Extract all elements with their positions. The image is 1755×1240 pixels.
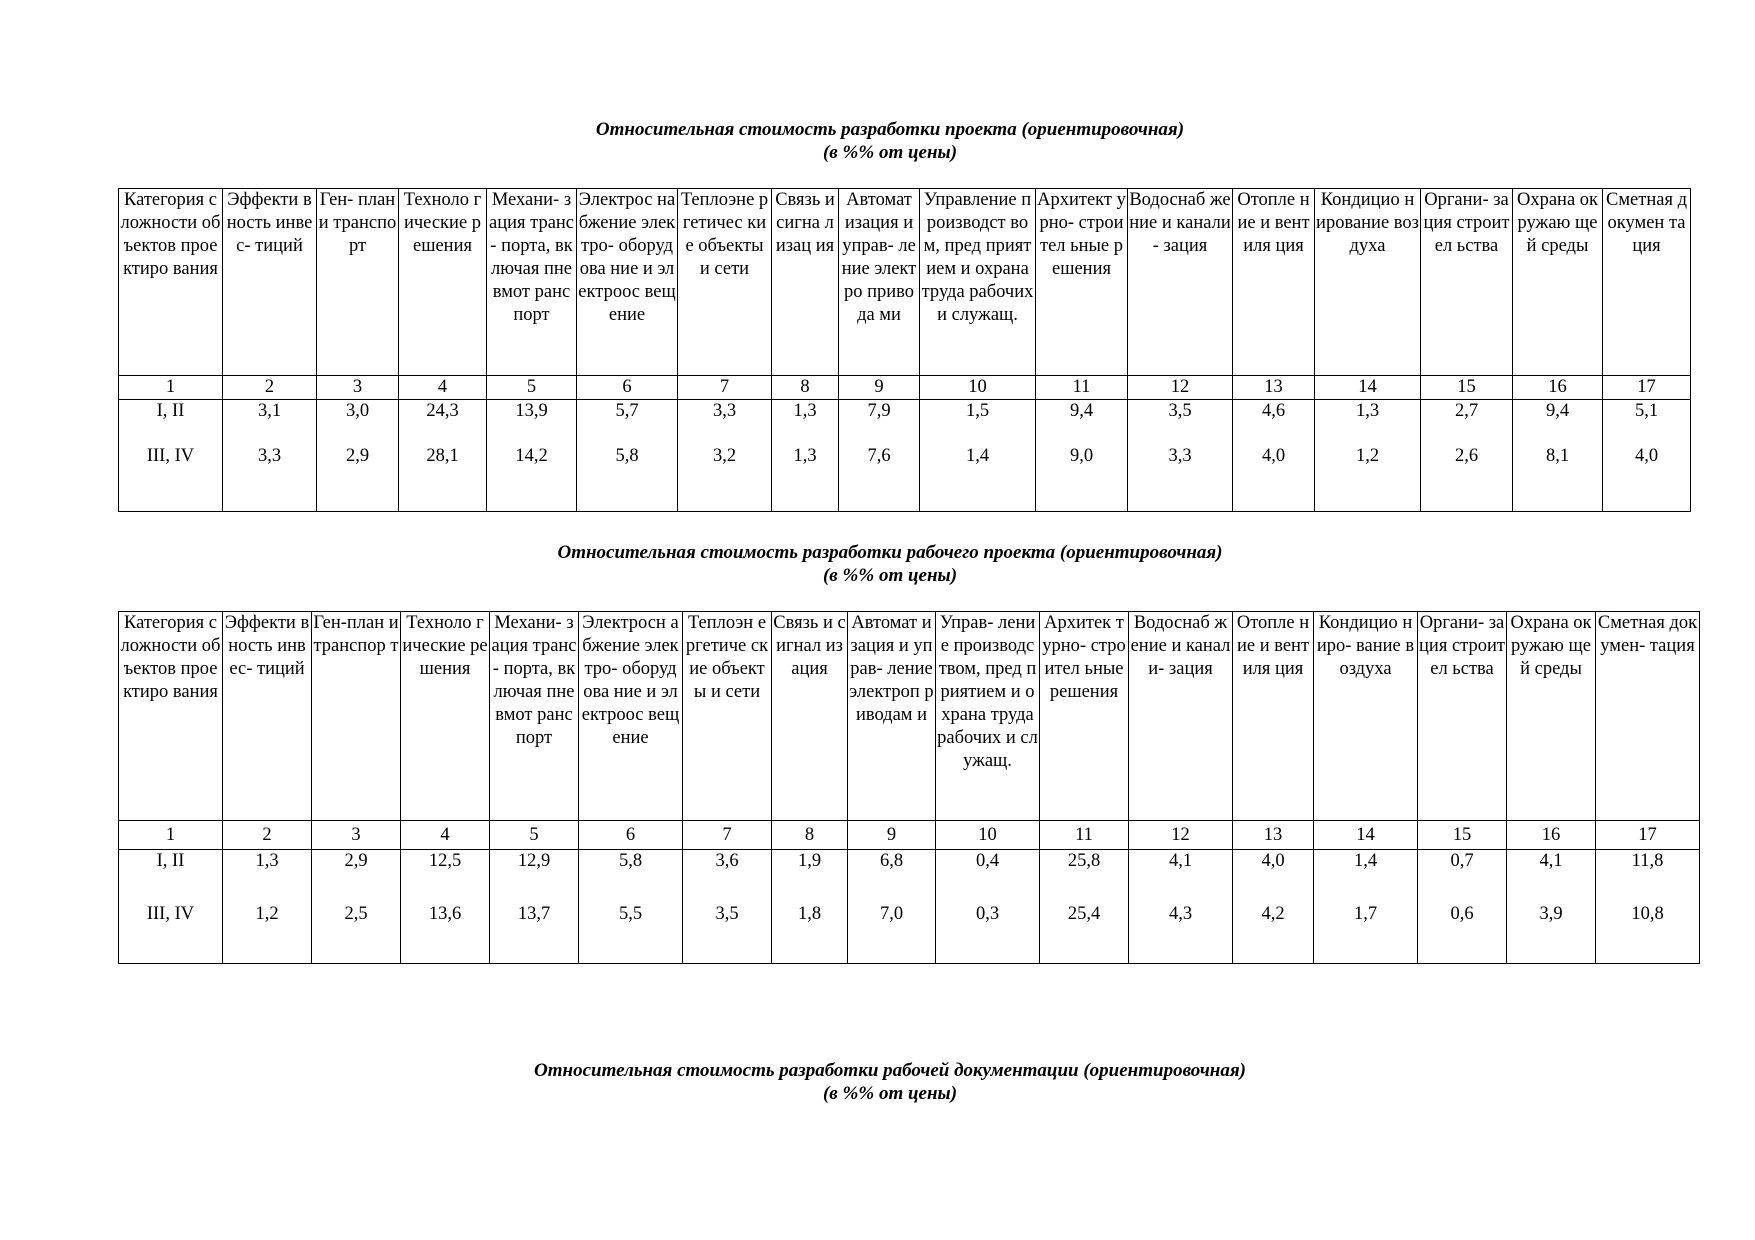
header-cell-1: Категория сложности объектов проектиро вания bbox=[119, 612, 223, 821]
category-label: III, IV bbox=[146, 904, 195, 924]
value: 5,5 bbox=[618, 904, 643, 924]
value-cell-2 bbox=[223, 850, 312, 964]
value: 1,2 bbox=[1355, 446, 1380, 466]
header-cell-11: Архитек турно- строител ьные решения bbox=[1040, 612, 1129, 821]
value-cell-2 bbox=[223, 400, 317, 512]
header-cell-12: Водоснаб жение и канали- зация bbox=[1128, 189, 1233, 376]
value-cell-6 bbox=[577, 400, 678, 512]
value: 3,3 bbox=[1168, 446, 1192, 466]
header-cell-5: Механи- зация транс- порта, включая пневмот ранспорт bbox=[487, 189, 577, 376]
header-cell-2: Эффекти вность инвес- тиций bbox=[223, 612, 312, 821]
value-cell-11 bbox=[1040, 850, 1129, 964]
section-1-title-line-1: Относительная стоимость разработки проекта (ориентировочная) bbox=[595, 119, 1185, 140]
category-label: I, II bbox=[156, 401, 185, 421]
value-cell-16 bbox=[1513, 400, 1603, 512]
section-2-title-line-1: Относительная стоимость разработки рабочего проекта (ориентировочная) bbox=[557, 542, 1223, 563]
header-cell-10: Управление производст вом, пред приятием и охрана труда рабочих и служащ. bbox=[920, 189, 1036, 376]
value-cell-17 bbox=[1603, 400, 1691, 512]
column-number-cell: 11 bbox=[1040, 821, 1129, 850]
value: 25,4 bbox=[1067, 904, 1101, 924]
header-row bbox=[119, 189, 1691, 376]
value: 12,9 bbox=[517, 851, 551, 871]
value: 1,3 bbox=[793, 446, 817, 466]
header-cell-8: Связь и сигнал изация bbox=[772, 612, 848, 821]
value-cell-7 bbox=[678, 400, 772, 512]
column-number-cell: 9 bbox=[848, 821, 936, 850]
value-cell-17 bbox=[1596, 850, 1700, 964]
header-cell-6: Электрос набжение электро- оборудова ние и электроос вещение bbox=[577, 189, 678, 376]
column-number-cell: 11 bbox=[1036, 376, 1128, 400]
section-2-title bbox=[0, 541, 1755, 587]
value: 1,7 bbox=[1353, 904, 1378, 924]
column-number-cell: 5 bbox=[487, 376, 577, 400]
value: 4,2 bbox=[1261, 904, 1285, 924]
column-number-cell: 9 bbox=[839, 376, 920, 400]
header-cell-16: Охрана окружаю щей среды bbox=[1507, 612, 1596, 821]
category-cell bbox=[119, 400, 223, 512]
header-cell-6: Электросн абжение электро- оборудова ние и электроос вещение bbox=[579, 612, 683, 821]
value: 7,6 bbox=[867, 446, 891, 466]
value-cell-15 bbox=[1421, 400, 1513, 512]
value: 4,1 bbox=[1539, 851, 1563, 871]
value-cell-6 bbox=[579, 850, 683, 964]
column-number-cell: 8 bbox=[772, 376, 839, 400]
value: 3,3 bbox=[257, 446, 282, 466]
value: 2,7 bbox=[1454, 401, 1479, 421]
column-number-cell: 2 bbox=[223, 821, 312, 850]
value-cell-7 bbox=[683, 850, 772, 964]
value-cell-5 bbox=[490, 850, 579, 964]
value: 12,5 bbox=[428, 851, 462, 871]
header-cell-9: Автомат изация и управ- ление электроп риводам и bbox=[848, 612, 936, 821]
header-cell-12: Водоснаб жение и канали- зация bbox=[1129, 612, 1233, 821]
column-number-row bbox=[119, 821, 1700, 850]
column-number-cell: 5 bbox=[490, 821, 579, 850]
column-number-cell: 16 bbox=[1507, 821, 1596, 850]
value: 1,3 bbox=[793, 401, 817, 421]
value: 11,8 bbox=[1631, 851, 1664, 871]
column-number-cell: 15 bbox=[1421, 376, 1513, 400]
value: 1,8 bbox=[797, 904, 822, 924]
section-1-cost-table bbox=[118, 188, 1691, 512]
value-cell-3 bbox=[312, 850, 401, 964]
value-cell-14 bbox=[1314, 850, 1418, 964]
header-cell-3: Ген-план и транспор т bbox=[312, 612, 401, 821]
value: 0,6 bbox=[1450, 904, 1474, 924]
data-row bbox=[119, 400, 1691, 512]
data-row bbox=[119, 850, 1700, 964]
value: 2,5 bbox=[344, 904, 368, 924]
column-number-cell: 2 bbox=[223, 376, 317, 400]
value: 0,7 bbox=[1450, 851, 1474, 871]
value: 1,9 bbox=[797, 851, 822, 871]
value-cell-16 bbox=[1507, 850, 1596, 964]
value-cell-15 bbox=[1418, 850, 1507, 964]
section-3-title-line-1: Относительная стоимость разработки рабочей документации (ориентировочная) bbox=[534, 1060, 1246, 1081]
value: 4,3 bbox=[1168, 904, 1193, 924]
value: 25,8 bbox=[1067, 851, 1101, 871]
header-cell-10: Управ- ление производс твом, пред приятием и охрана труда рабочих и служащ. bbox=[936, 612, 1040, 821]
value-cell-13 bbox=[1233, 400, 1315, 512]
section-3-title-line-2: (в %% от цены) bbox=[822, 1083, 958, 1104]
value: 10,8 bbox=[1631, 904, 1664, 924]
column-number-cell: 13 bbox=[1233, 821, 1314, 850]
section-2-title-line-2: (в %% от цены) bbox=[822, 565, 958, 586]
value-cell-12 bbox=[1128, 400, 1233, 512]
value: 3,6 bbox=[715, 851, 739, 871]
column-number-cell: 4 bbox=[401, 821, 490, 850]
value: 1,5 bbox=[965, 401, 990, 421]
value-cell-13 bbox=[1233, 850, 1314, 964]
value: 6,8 bbox=[879, 851, 904, 871]
value: 4,0 bbox=[1261, 446, 1286, 466]
value-cell-10 bbox=[936, 850, 1040, 964]
value: 5,8 bbox=[618, 851, 643, 871]
value-cell-4 bbox=[401, 850, 490, 964]
value: 2,9 bbox=[345, 446, 370, 466]
header-cell-17: Сметная докумен- тация bbox=[1596, 612, 1700, 821]
value: 7,9 bbox=[867, 401, 891, 421]
column-number-cell: 10 bbox=[936, 821, 1040, 850]
value: 13,7 bbox=[517, 904, 551, 924]
value: 4,0 bbox=[1634, 446, 1659, 466]
column-number-cell: 6 bbox=[579, 821, 683, 850]
value-cell-11 bbox=[1036, 400, 1128, 512]
value: 5,1 bbox=[1634, 401, 1659, 421]
value-cell-8 bbox=[772, 400, 839, 512]
column-number-cell: 13 bbox=[1233, 376, 1315, 400]
header-cell-3: Ген- план и транспо рт bbox=[317, 189, 399, 376]
value: 2,6 bbox=[1454, 446, 1479, 466]
column-number-cell: 1 bbox=[119, 821, 223, 850]
value: 3,1 bbox=[257, 401, 282, 421]
column-number-cell: 17 bbox=[1596, 821, 1700, 850]
value: 0,4 bbox=[975, 851, 1000, 871]
value: 9,0 bbox=[1069, 446, 1094, 466]
value: 5,8 bbox=[615, 446, 639, 466]
header-cell-14: Кондицио нирование воздуха bbox=[1315, 189, 1421, 376]
value-cell-14 bbox=[1315, 400, 1421, 512]
section-2-cost-table bbox=[118, 611, 1700, 964]
section-3-title bbox=[0, 1059, 1755, 1105]
header-cell-15: Органи- зация строител ьства bbox=[1421, 189, 1513, 376]
category-label: I, II bbox=[156, 851, 185, 871]
column-number-cell: 16 bbox=[1513, 376, 1603, 400]
value: 24,3 bbox=[426, 401, 459, 421]
value-cell-3 bbox=[317, 400, 399, 512]
value: 9,4 bbox=[1069, 401, 1094, 421]
header-cell-1: Категория сложности объектов проектиро вания bbox=[119, 189, 223, 376]
header-cell-4: Техноло гические решения bbox=[399, 189, 487, 376]
column-number-cell: 15 bbox=[1418, 821, 1507, 850]
column-number-cell: 8 bbox=[772, 821, 848, 850]
column-number-cell: 14 bbox=[1314, 821, 1418, 850]
column-number-cell: 3 bbox=[317, 376, 399, 400]
header-cell-15: Органи- зация строител ьства bbox=[1418, 612, 1507, 821]
column-number-cell: 12 bbox=[1129, 821, 1233, 850]
value-cell-12 bbox=[1129, 850, 1233, 964]
column-number-cell: 4 bbox=[399, 376, 487, 400]
header-row bbox=[119, 612, 1700, 821]
header-cell-7: Теплоэне ргетичес кие объекты и сети bbox=[678, 189, 772, 376]
header-cell-2: Эффекти вность инвес- тиций bbox=[223, 189, 317, 376]
value: 1,4 bbox=[1353, 851, 1378, 871]
value: 3,2 bbox=[712, 446, 737, 466]
column-number-cell: 12 bbox=[1128, 376, 1233, 400]
value: 5,7 bbox=[615, 401, 639, 421]
value: 13,9 bbox=[515, 401, 548, 421]
value-cell-9 bbox=[848, 850, 936, 964]
column-number-cell: 7 bbox=[678, 376, 772, 400]
column-number-row bbox=[119, 376, 1691, 400]
column-number-cell: 6 bbox=[577, 376, 678, 400]
value-cell-8 bbox=[772, 850, 848, 964]
value: 4,1 bbox=[1168, 851, 1193, 871]
header-cell-4: Техноло гические решения bbox=[401, 612, 490, 821]
column-number-cell: 1 bbox=[119, 376, 223, 400]
value-cell-10 bbox=[920, 400, 1036, 512]
column-number-cell: 14 bbox=[1315, 376, 1421, 400]
value: 7,0 bbox=[879, 904, 904, 924]
value-cell-5 bbox=[487, 400, 577, 512]
value: 3,3 bbox=[712, 401, 737, 421]
header-cell-16: Охрана окружаю щей среды bbox=[1513, 189, 1603, 376]
header-cell-14: Кондицио ниро- вание воздуха bbox=[1314, 612, 1418, 821]
value: 3,0 bbox=[345, 401, 370, 421]
column-number-cell: 17 bbox=[1603, 376, 1691, 400]
category-cell bbox=[119, 850, 223, 964]
category-label: III, IV bbox=[146, 446, 195, 466]
value-cell-9 bbox=[839, 400, 920, 512]
section-1-title-line-2: (в %% от цены) bbox=[822, 142, 958, 163]
value: 3,5 bbox=[715, 904, 739, 924]
header-cell-17: Сметная докумен тация bbox=[1603, 189, 1691, 376]
column-number-cell: 10 bbox=[920, 376, 1036, 400]
value: 4,6 bbox=[1261, 401, 1286, 421]
value: 3,9 bbox=[1539, 904, 1563, 924]
value: 1,2 bbox=[255, 904, 279, 924]
value: 4,0 bbox=[1261, 851, 1285, 871]
value: 1,3 bbox=[1355, 401, 1380, 421]
value: 8,1 bbox=[1545, 446, 1570, 466]
header-cell-7: Теплоэн ергетиче ские объекты и сети bbox=[683, 612, 772, 821]
value: 2,9 bbox=[344, 851, 368, 871]
value-cell-4 bbox=[399, 400, 487, 512]
header-cell-13: Отопле ние и вентиля ция bbox=[1233, 612, 1314, 821]
column-number-cell: 7 bbox=[683, 821, 772, 850]
value: 28,1 bbox=[426, 446, 459, 466]
value: 1,3 bbox=[255, 851, 279, 871]
value: 13,6 bbox=[428, 904, 462, 924]
header-cell-11: Архитект урно- строител ьные решения bbox=[1036, 189, 1128, 376]
value: 1,4 bbox=[965, 446, 990, 466]
header-cell-13: Отопле ние и вентиля ция bbox=[1233, 189, 1315, 376]
header-cell-9: Автомат изация и управ- ление электро привода ми bbox=[839, 189, 920, 376]
header-cell-8: Связь и сигна лизац ия bbox=[772, 189, 839, 376]
value: 0,3 bbox=[975, 904, 1000, 924]
value: 9,4 bbox=[1545, 401, 1570, 421]
header-cell-5: Механи- зация транс- порта, включая пневмот ранспорт bbox=[490, 612, 579, 821]
value: 3,5 bbox=[1168, 401, 1192, 421]
section-1-title bbox=[0, 118, 1755, 164]
value: 14,2 bbox=[515, 446, 548, 466]
column-number-cell: 3 bbox=[312, 821, 401, 850]
